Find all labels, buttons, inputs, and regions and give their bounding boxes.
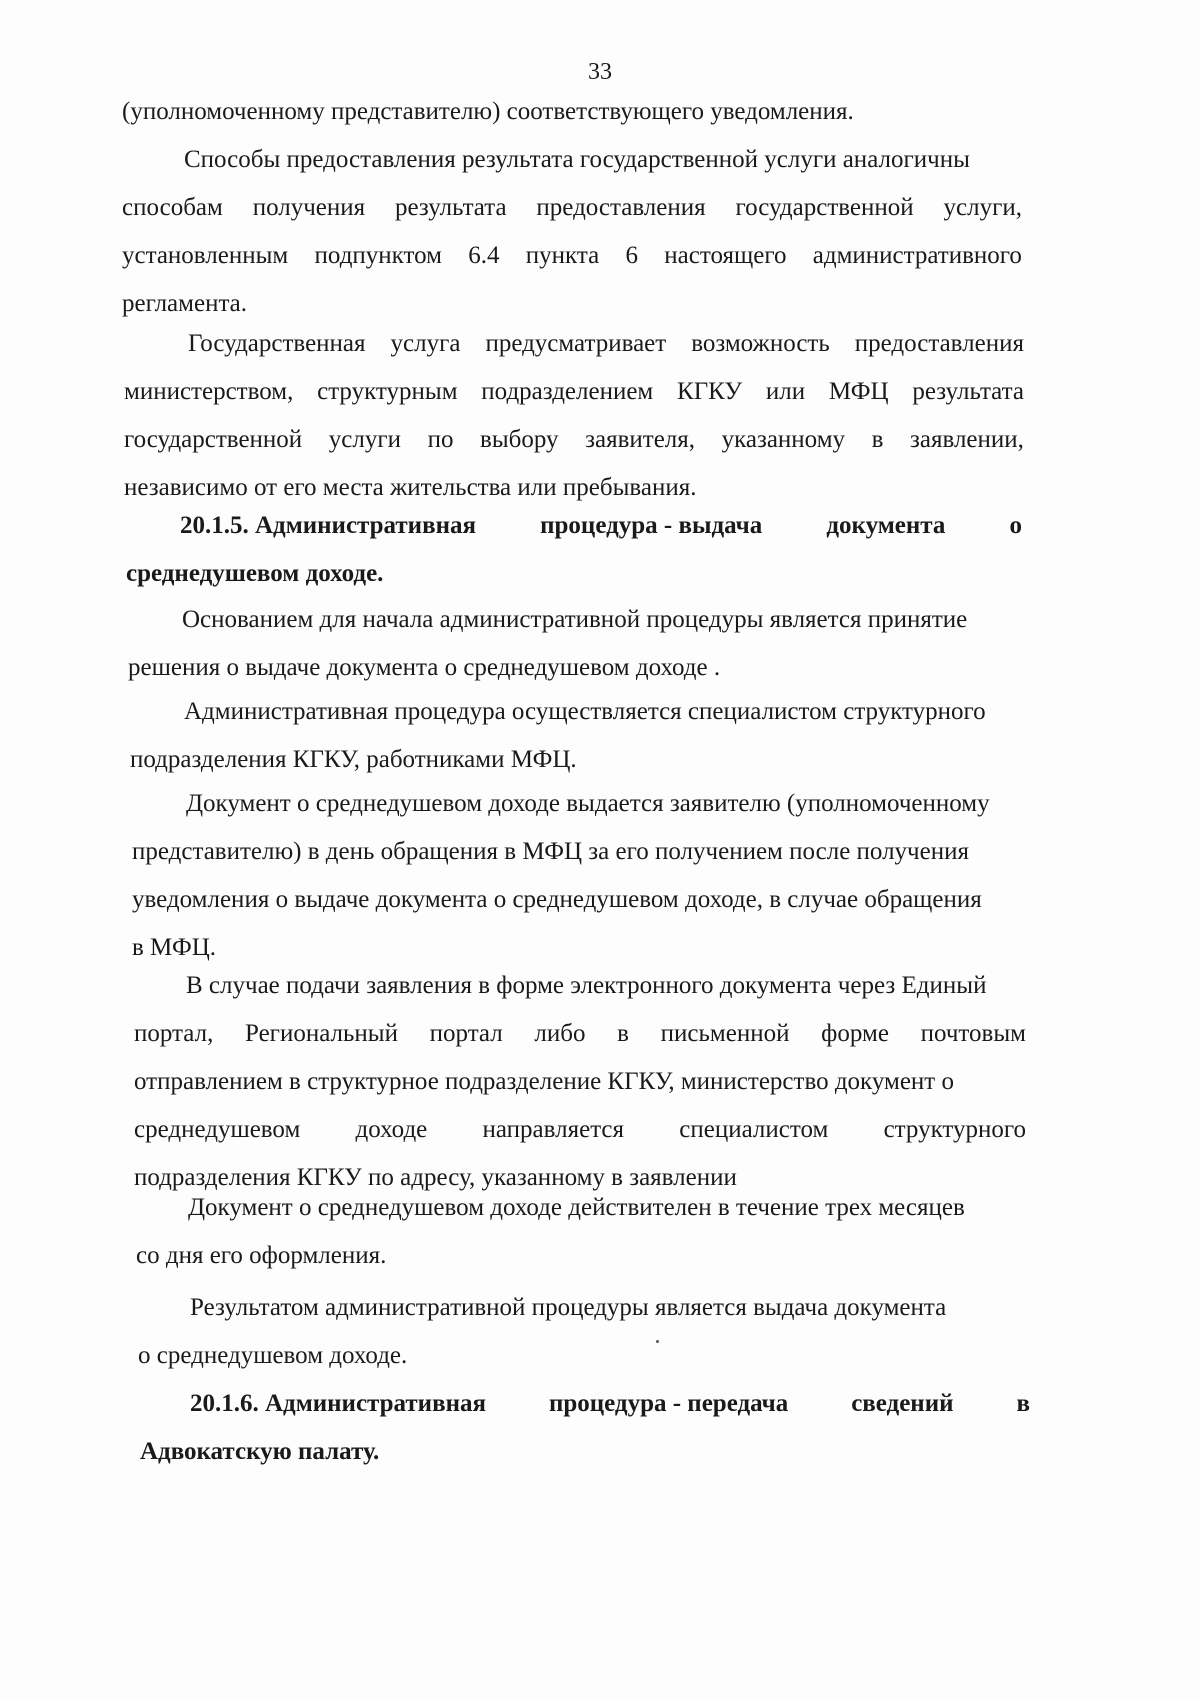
text-line: В случае подачи заявления в форме электронного документа через Единый (186, 972, 987, 999)
heading-line-justified (140, 1380, 1030, 1428)
word: почтовым (920, 1020, 1026, 1047)
word: среднедушевом (134, 1116, 301, 1143)
word: специалистом (679, 1116, 829, 1143)
paragraph-validity (136, 1184, 1028, 1280)
word: указанному (721, 426, 846, 453)
paragraph-continuation (122, 88, 1022, 136)
word: портал (429, 1020, 503, 1047)
word: предоставления (536, 194, 706, 221)
word: способам (122, 194, 223, 221)
paragraph-result (138, 1284, 1030, 1380)
text-line: независимо от его места жительства или пребывания. (124, 474, 697, 501)
word: услуги, (943, 194, 1022, 221)
text-line: Способы предоставления результата государственной услуги аналогичны (184, 146, 970, 173)
word: подразделением (481, 378, 654, 405)
heading-word: о (1009, 512, 1022, 539)
word: заявлении, (910, 426, 1024, 453)
paragraph-electronic-submission (134, 962, 1026, 1202)
word: заявителя, (585, 426, 696, 453)
paragraph-result-methods (122, 136, 1022, 328)
word: письменной (660, 1020, 790, 1047)
text-line: решения о выдаче документа о среднедушевом доходе . (128, 654, 721, 681)
word: Региональный (245, 1020, 398, 1047)
text-line: подразделения КГКУ, работниками МФЦ. (130, 746, 577, 773)
word: государственной (124, 426, 303, 453)
text-line: Документ о среднедушевом доходе действителен в течение трех месяцев (188, 1194, 965, 1221)
paragraph-issuance (132, 780, 1028, 972)
word: по (427, 426, 454, 453)
word: выбору (480, 426, 559, 453)
text-line: Административная процедура осуществляется специалистом структурного (184, 698, 986, 725)
word: возможность (691, 330, 830, 357)
word: Государственная (188, 330, 366, 357)
text-line: подразделения КГКУ по адресу, указанному в заявлении (134, 1164, 737, 1191)
word: настоящего (664, 242, 787, 269)
text-line-justified (122, 184, 1022, 232)
text-line-justified (124, 416, 1024, 464)
heading-word: 20.1.5. Административная (180, 512, 476, 539)
word: результата (912, 378, 1024, 405)
word: в (871, 426, 884, 453)
text-line: со дня его оформления. (136, 1242, 387, 1269)
word: результата (394, 194, 507, 221)
heading-line-justified (126, 502, 1022, 550)
text-line-justified (124, 368, 1024, 416)
text-line: уведомления о выдаче документа о среднедушевом доходе, в случае обращения (132, 886, 982, 913)
word: или (765, 378, 806, 405)
heading-word: в (1016, 1390, 1030, 1417)
text-line: Результатом административной процедуры является выдача документа (190, 1294, 947, 1321)
heading-word: процедура - выдача (540, 512, 763, 539)
text-line: (уполномоченному представителю) соответствующего уведомления. (122, 98, 854, 125)
heading-word: процедура - передача (548, 1390, 789, 1417)
text-line: отправлением в структурное подразделение КГКУ, министерство документ о (134, 1068, 954, 1095)
heading-line: Адвокатскую палату. (140, 1438, 380, 1465)
word: доходе (355, 1116, 428, 1143)
text-line: представителю) в день обращения в МФЦ за его получением после получения (132, 838, 969, 865)
heading-line: среднедушевом доходе. (126, 560, 384, 587)
word: государственной (735, 194, 914, 221)
text-line: Документ о среднедушевом доходе выдается заявителю (уполномоченному (186, 790, 990, 817)
text-line-justified (134, 1010, 1026, 1058)
word: портал, (134, 1020, 214, 1047)
paragraph-performer (130, 688, 1026, 784)
text-line-justified (134, 1106, 1026, 1154)
word: предусматривает (485, 330, 667, 357)
word: 6 (625, 242, 638, 269)
word: услуги (328, 426, 401, 453)
word: установленным (122, 242, 289, 269)
word: предоставления (854, 330, 1024, 357)
text-line: Основанием для начала административной процедуры является принятие (182, 606, 968, 633)
text-line: регламента. (122, 290, 248, 317)
word: КГКУ (677, 378, 743, 405)
text-line-justified (124, 320, 1024, 368)
word: направляется (482, 1116, 625, 1143)
heading-word: документа (826, 512, 946, 539)
text-line: о среднедушевом доходе. (138, 1342, 408, 1369)
word: МФЦ (828, 378, 889, 405)
heading-word: 20.1.6. Административная (190, 1390, 486, 1417)
word: получения (252, 194, 366, 221)
word: либо (534, 1020, 586, 1047)
word: 6.4 (468, 242, 500, 269)
scan-speck (656, 1340, 659, 1343)
word: в (617, 1020, 629, 1047)
section-heading-20-1-6 (140, 1380, 1030, 1476)
text-line-justified (122, 232, 1022, 280)
paragraph-basis (128, 596, 1024, 692)
text-line: в МФЦ. (132, 934, 217, 961)
word: услуга (390, 330, 461, 357)
page-number: 33 (588, 59, 612, 85)
section-heading-20-1-5 (126, 502, 1022, 598)
word: административного (812, 242, 1022, 269)
heading-word: сведений (851, 1390, 954, 1417)
word: министерством, (124, 378, 294, 405)
word: форме (821, 1020, 889, 1047)
paragraph-service-provision (124, 320, 1024, 512)
word: структурным (317, 378, 458, 405)
word: структурного (883, 1116, 1026, 1143)
word: пункта (525, 242, 600, 269)
word: подпунктом (314, 242, 442, 269)
